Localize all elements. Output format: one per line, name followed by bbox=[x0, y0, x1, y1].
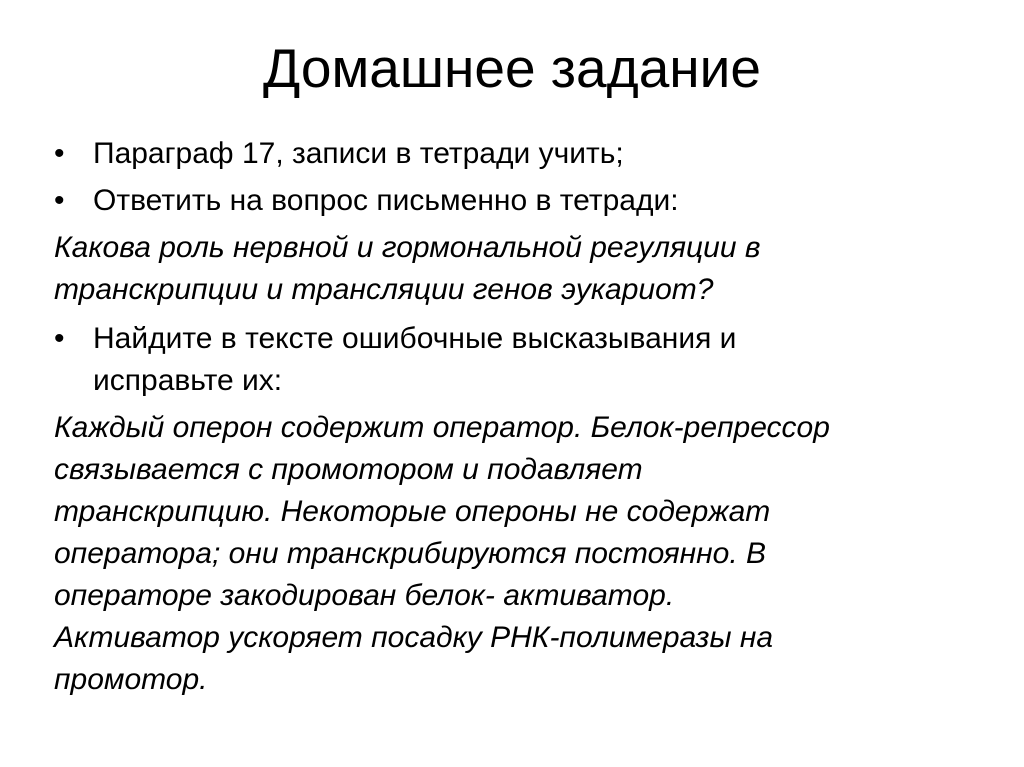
operon-paragraph bbox=[54, 407, 984, 701]
bullet-item-find-errors bbox=[54, 318, 984, 402]
question-paragraph bbox=[54, 227, 984, 311]
paragraph-line: транскрипцию. Некоторые опероны не содержат bbox=[54, 495, 771, 528]
bullet-text: Параграф 17, записи в тетради учить; bbox=[93, 137, 624, 170]
paragraph-line: связывается с промотором и подавляет bbox=[54, 453, 643, 486]
paragraph-line: промотор. bbox=[54, 663, 208, 696]
bullet-icon: • bbox=[54, 137, 65, 170]
paragraph-line: операторе закодирован белок- активатор. bbox=[54, 579, 675, 612]
bullet-item-answer bbox=[54, 180, 984, 222]
bullet-line: исправьте их: bbox=[93, 364, 283, 397]
paragraph-line: Каждый оперон содержит оператор. Белок-репрессор bbox=[54, 411, 830, 444]
slide-body bbox=[54, 133, 984, 708]
paragraph-line: оператора; они транскрибируются постоянно. В bbox=[54, 537, 767, 570]
bullet-line: Найдите в тексте ошибочные высказывания и bbox=[93, 322, 737, 355]
paragraph-line: Активатор ускоряет посадку РНК-полимеразы на bbox=[54, 621, 774, 654]
bullet-icon: • bbox=[54, 184, 65, 217]
slide-title: Домашнее задание bbox=[263, 37, 761, 99]
paragraph-line: Какова роль нервной и гормональной регуляции в bbox=[54, 231, 761, 264]
bullet-text: Ответить на вопрос письменно в тетради: bbox=[93, 184, 679, 217]
bullet-icon: • bbox=[54, 322, 65, 355]
bullet-item-paragraph bbox=[54, 133, 984, 175]
paragraph-line: транскрипции и трансляции генов эукариот? bbox=[54, 273, 714, 306]
